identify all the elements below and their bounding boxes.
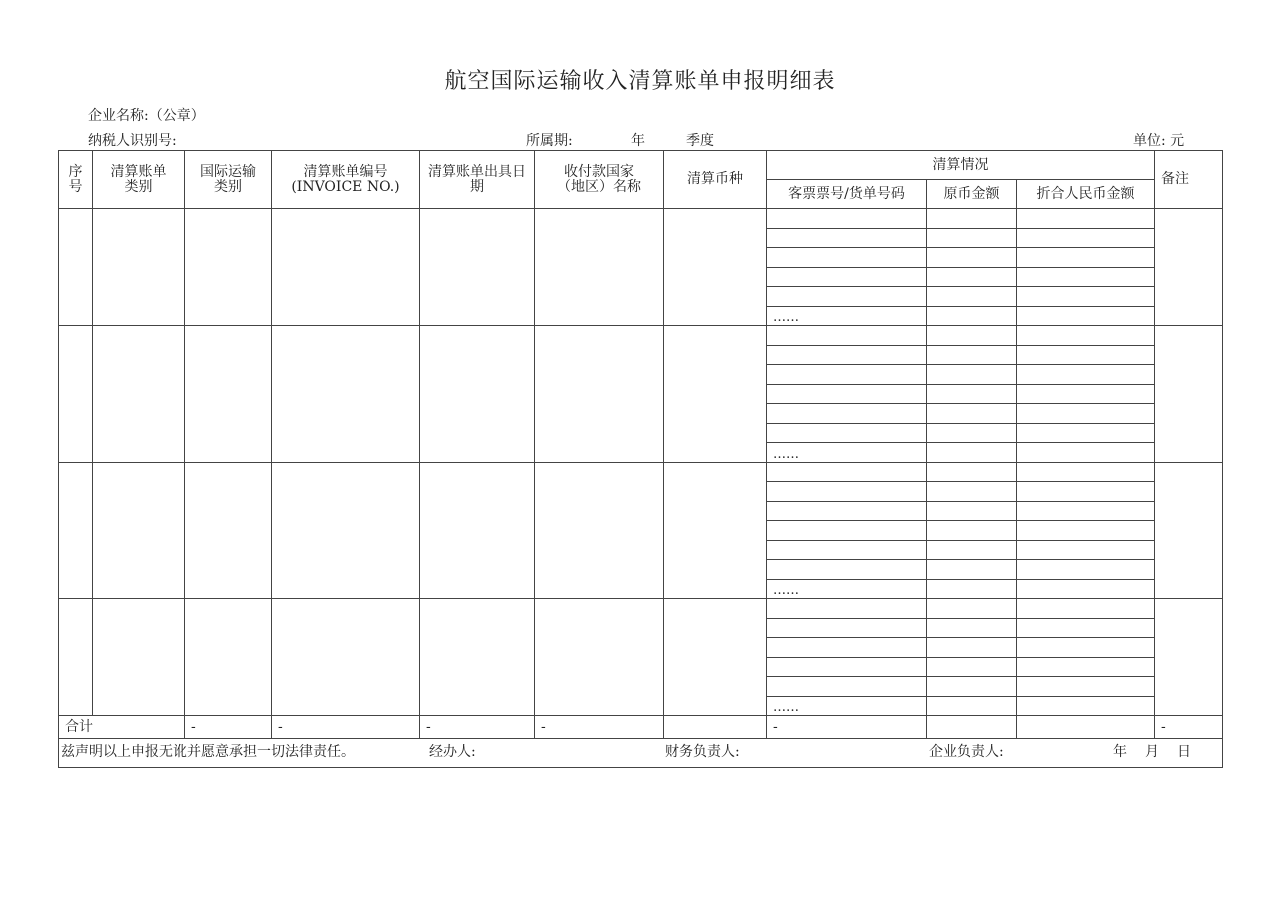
group-cell[interactable] — [420, 209, 535, 326]
total-dash: - — [185, 716, 272, 739]
settlement-cell[interactable] — [927, 423, 1017, 443]
settlement-cell[interactable] — [767, 638, 927, 658]
company-name-label: 企业名称:（公章） — [88, 108, 205, 124]
settlement-cell[interactable] — [1017, 521, 1155, 541]
manager-label: 企业负责人: — [929, 744, 1004, 760]
total-cell — [664, 716, 767, 739]
total-label: 合计 — [59, 716, 185, 739]
settlement-cell[interactable] — [1017, 443, 1155, 463]
settlement-cell[interactable] — [767, 599, 927, 619]
group-cell[interactable] — [272, 599, 420, 716]
settlement-cell[interactable] — [1017, 482, 1155, 502]
settlement-cell[interactable] — [927, 696, 1017, 716]
group-cell[interactable] — [535, 462, 664, 599]
settlement-cell[interactable] — [927, 462, 1017, 482]
group-cell[interactable] — [272, 209, 420, 326]
group-cell[interactable] — [93, 326, 185, 463]
sign-day: 日 — [1177, 744, 1191, 760]
settlement-cell[interactable] — [767, 404, 927, 424]
remark-cell[interactable] — [1155, 599, 1223, 716]
settlement-cell[interactable] — [927, 287, 1017, 307]
settlement-cell[interactable] — [1017, 228, 1155, 248]
settlement-cell[interactable] — [767, 209, 927, 229]
header-issue-date: 清算账单出具日期 — [420, 151, 535, 209]
header-bill-type: 清算账单类别 — [93, 151, 185, 209]
settlement-cell[interactable] — [927, 306, 1017, 326]
header-country: 收付款国家（地区）名称 — [535, 151, 664, 209]
settlement-cell[interactable] — [927, 677, 1017, 697]
header-rmb-amount: 折合人民币金额 — [1017, 180, 1155, 209]
settlement-cell[interactable] — [767, 267, 927, 287]
settlement-cell[interactable] — [767, 501, 927, 521]
settlement-cell[interactable] — [767, 540, 927, 560]
settlement-cell[interactable] — [927, 560, 1017, 580]
group-cell[interactable] — [93, 462, 185, 599]
header-remark: 备注 — [1155, 151, 1223, 209]
settlement-cell[interactable] — [927, 267, 1017, 287]
settlement-cell[interactable] — [1017, 404, 1155, 424]
header-ticket-no: 客票票号/货单号码 — [767, 180, 927, 209]
settlement-cell[interactable] — [767, 384, 927, 404]
settlement-cell[interactable] — [1017, 345, 1155, 365]
group-cell[interactable] — [535, 209, 664, 326]
settlement-cell[interactable] — [1017, 657, 1155, 677]
ellipsis-cell[interactable]: …… — [767, 696, 927, 716]
remark-cell[interactable] — [1155, 462, 1223, 599]
settlement-cell[interactable] — [927, 482, 1017, 502]
total-row — [59, 716, 1223, 739]
remark-cell[interactable] — [1155, 326, 1223, 463]
group-cell[interactable] — [185, 209, 272, 326]
total-dash: - — [535, 716, 664, 739]
settlement-cell[interactable] — [1017, 696, 1155, 716]
settlement-cell[interactable] — [767, 365, 927, 385]
settlement-cell[interactable] — [1017, 209, 1155, 229]
remark-cell[interactable] — [1155, 209, 1223, 326]
group-cell[interactable] — [59, 209, 93, 326]
group-cell[interactable] — [59, 462, 93, 599]
settlement-cell[interactable] — [1017, 618, 1155, 638]
header-invoice-no: 清算账单编号 (INVOICE NO.) — [272, 151, 420, 209]
settlement-cell[interactable] — [927, 579, 1017, 599]
header-currency: 清算币种 — [664, 151, 767, 209]
group-cell[interactable] — [535, 599, 664, 716]
header-transport-type: 国际运输类别 — [185, 151, 272, 209]
settlement-cell[interactable] — [1017, 423, 1155, 443]
group-cell[interactable] — [664, 209, 767, 326]
header-orig-amount: 原币金额 — [927, 180, 1017, 209]
settlement-cell[interactable] — [767, 345, 927, 365]
settlement-cell[interactable] — [767, 677, 927, 697]
group-cell[interactable] — [420, 326, 535, 463]
settlement-cell[interactable] — [927, 521, 1017, 541]
group-cell[interactable] — [664, 599, 767, 716]
total-dash: - — [767, 716, 927, 739]
settlement-cell[interactable] — [767, 326, 927, 346]
settlement-cell[interactable] — [1017, 579, 1155, 599]
table-row — [59, 462, 1223, 482]
settlement-cell[interactable] — [1017, 306, 1155, 326]
ellipsis-cell[interactable]: …… — [767, 306, 927, 326]
ellipsis-cell[interactable]: …… — [767, 443, 927, 463]
period-label: 所属期: — [526, 133, 573, 149]
settlement-cell[interactable] — [927, 443, 1017, 463]
table-row — [59, 326, 1223, 346]
group-cell[interactable] — [93, 599, 185, 716]
total-dash: - — [420, 716, 535, 739]
taxpayer-id-label: 纳税人识别号: — [88, 133, 177, 149]
settlement-cell[interactable] — [927, 599, 1017, 619]
settlement-cell[interactable] — [1017, 462, 1155, 482]
total-dash: - — [272, 716, 420, 739]
group-cell[interactable] — [59, 599, 93, 716]
group-cell[interactable] — [420, 462, 535, 599]
settlement-cell[interactable] — [767, 228, 927, 248]
settlement-cell[interactable] — [767, 657, 927, 677]
settlement-cell[interactable] — [927, 657, 1017, 677]
settlement-cell[interactable] — [927, 365, 1017, 385]
settlement-cell[interactable] — [767, 521, 927, 541]
group-cell[interactable] — [420, 599, 535, 716]
settlement-cell[interactable] — [927, 638, 1017, 658]
settlement-cell[interactable] — [927, 228, 1017, 248]
sign-month: 月 — [1145, 744, 1159, 760]
settlement-cell[interactable] — [927, 384, 1017, 404]
table-row — [59, 209, 1223, 229]
settlement-cell[interactable] — [1017, 384, 1155, 404]
group-cell[interactable] — [59, 326, 93, 463]
header-seq: 序号 — [59, 151, 93, 209]
handler-label: 经办人: — [429, 744, 476, 760]
declaration-row — [59, 739, 1223, 768]
settlement-cell[interactable] — [767, 462, 927, 482]
settlement-cell[interactable] — [767, 423, 927, 443]
settlement-cell[interactable] — [927, 540, 1017, 560]
settlement-cell[interactable] — [767, 482, 927, 502]
form-title: 航空国际运输收入清算账单申报明细表 — [444, 69, 836, 94]
settlement-cell[interactable] — [927, 326, 1017, 346]
settlement-cell[interactable] — [927, 404, 1017, 424]
settlement-cell[interactable] — [927, 501, 1017, 521]
settlement-cell[interactable] — [1017, 365, 1155, 385]
settlement-cell[interactable] — [1017, 540, 1155, 560]
group-cell[interactable] — [664, 326, 767, 463]
total-cell — [927, 716, 1017, 739]
group-cell[interactable] — [535, 326, 664, 463]
finance-label: 财务负责人: — [665, 744, 740, 760]
settlement-cell[interactable] — [1017, 248, 1155, 268]
settlement-cell[interactable] — [927, 345, 1017, 365]
settlement-cell[interactable] — [1017, 677, 1155, 697]
group-cell[interactable] — [272, 326, 420, 463]
period-quarter: 季度 — [686, 133, 714, 149]
settlement-cell[interactable] — [1017, 638, 1155, 658]
total-dash: - — [1155, 716, 1223, 739]
settlement-cell[interactable] — [1017, 287, 1155, 307]
group-cell[interactable] — [272, 462, 420, 599]
settlement-table — [58, 150, 1223, 768]
group-cell[interactable] — [185, 599, 272, 716]
ellipsis-cell[interactable]: …… — [767, 579, 927, 599]
settlement-cell[interactable] — [767, 287, 927, 307]
settlement-cell[interactable] — [1017, 267, 1155, 287]
settlement-cell[interactable] — [927, 209, 1017, 229]
settlement-cell[interactable] — [767, 618, 927, 638]
unit-label: 单位: 元 — [1133, 133, 1185, 149]
group-cell[interactable] — [185, 462, 272, 599]
group-cell[interactable] — [185, 326, 272, 463]
group-cell[interactable] — [93, 209, 185, 326]
period-year: 年 — [631, 133, 645, 149]
settlement-cell[interactable] — [927, 618, 1017, 638]
table-row — [59, 599, 1223, 619]
settlement-cell[interactable] — [1017, 599, 1155, 619]
group-cell[interactable] — [664, 462, 767, 599]
settlement-cell[interactable] — [1017, 501, 1155, 521]
header-settlement: 清算情况 — [767, 151, 1155, 180]
settlement-cell[interactable] — [927, 248, 1017, 268]
total-cell — [1017, 716, 1155, 739]
declaration-cell — [59, 739, 1223, 768]
sign-year: 年 — [1113, 744, 1127, 760]
settlement-cell[interactable] — [767, 248, 927, 268]
settlement-cell[interactable] — [1017, 560, 1155, 580]
settlement-cell[interactable] — [1017, 326, 1155, 346]
declaration-text: 兹声明以上申报无讹并愿意承担一切法律责任。 — [61, 744, 355, 760]
settlement-cell[interactable] — [767, 560, 927, 580]
